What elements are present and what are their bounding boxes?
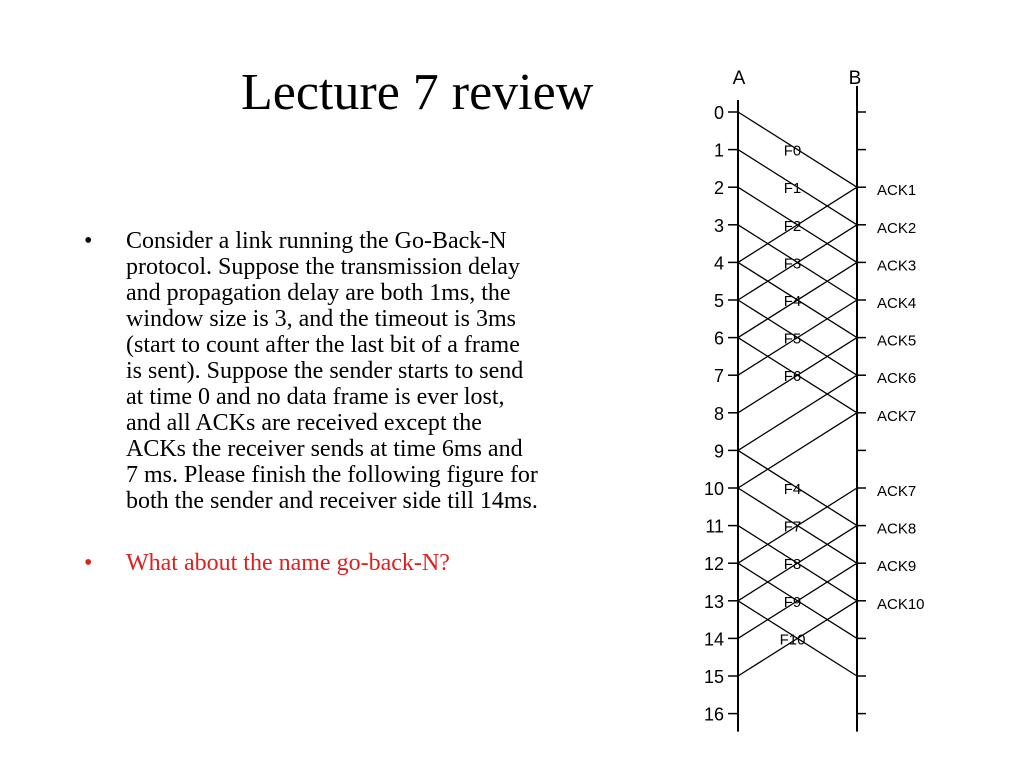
frame-label: F5 [783,330,802,348]
time-label: 4 [713,253,724,274]
ack-label: ACK6 [877,370,917,388]
ack-label: ACK8 [877,520,917,538]
ack-label: ACK1 [877,182,917,200]
frame-label: F3 [783,255,802,273]
time-label: 13 [703,591,724,612]
time-label: 1 [713,140,724,161]
time-label: 15 [703,667,724,687]
time-label: 6 [713,328,724,349]
time-label: 9 [713,441,724,462]
time-label: 7 [713,366,724,387]
time-label: 10 [703,479,724,499]
ack-label: ACK9 [877,558,917,576]
frame-label: F6 [783,368,802,386]
ack-label: ACK7 [877,407,917,425]
ack-label: ACK4 [877,295,917,312]
time-label: 16 [703,704,724,725]
go-back-n-timing-diagram [690,60,950,750]
ack-label: ACK2 [877,219,917,237]
time-label: 14 [703,629,724,650]
time-label: 0 [713,103,724,123]
ack-label: ACK7 [877,483,917,500]
ack-label: ACK3 [877,257,917,275]
frame-label: F9 [783,593,802,611]
time-label: 11 [705,516,724,537]
bullet-list [84,228,539,576]
frame-label: F10 [779,631,806,649]
ack-arrow [738,375,857,450]
frame-label: F4 [783,293,802,310]
ack-label: ACK5 [877,332,917,350]
frame-label: F0 [783,142,802,160]
bullet-item-followup [84,550,539,576]
time-label: 3 [713,215,724,236]
ack-arrow [738,413,857,488]
bullet-marker: • [84,550,93,576]
time-label: 5 [713,291,724,311]
sender-label: A [732,68,746,89]
frame-label: F4 [783,481,802,498]
time-label: 8 [713,403,724,424]
time-label: 2 [713,178,724,199]
bullet-text: Consider a link running the Go-Back-N protocol. Suppose the transmission delay and propagation delay are both 1ms, the window size is 3, and the timeout is 3ms (start to count after the last bit of a frame is sent). Suppose the sender starts to send at time 0 and no data frame is ever lost, and all ACKs are received except the ACKs the receiver sends at time 6ms and 7 ms. Please finish the following figure for both the sender and receiver side till 14ms. [126,228,538,514]
receiver-label: B [848,68,862,89]
frame-label: F2 [783,217,802,235]
frame-label: F7 [783,518,802,536]
frame-label: F1 [783,180,802,198]
time-label: 12 [703,554,724,575]
frame-label: F8 [783,556,802,574]
bullet-text: What about the name go-back-N? [126,550,450,576]
slide-title: Lecture 7 review [241,64,594,121]
bullet-marker: • [84,228,93,254]
ack-label: ACK10 [877,595,925,613]
bullet-item-question [84,228,539,514]
